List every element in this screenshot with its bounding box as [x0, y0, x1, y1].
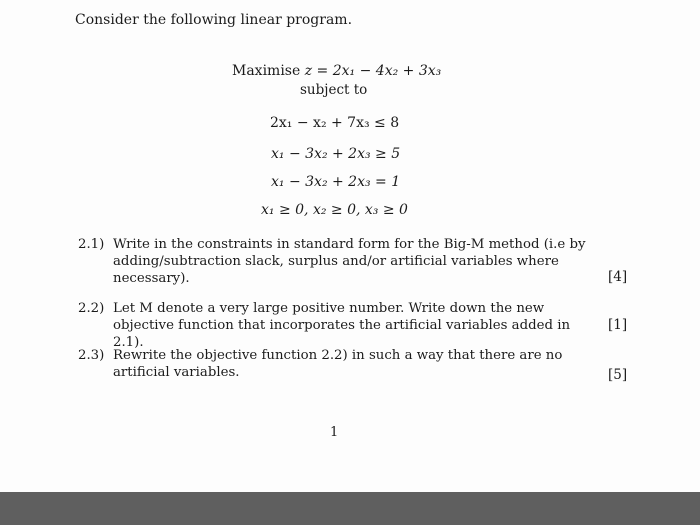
objective-function — [232, 63, 441, 79]
question-2-3 — [78, 347, 598, 383]
question-text: Let M denote a very large positive number. Write down the new objective function that incorporates the artificial variables added in 2.1). — [113, 301, 571, 350]
question-text: Write in the constraints in standard form for the Big-M method (i.e by adding/subtraction slack, surplus and/or artificial variables where necessary). — [113, 237, 586, 286]
question-text: Rewrite the objective function 2.2) in such a way that there are no artificial variables. — [113, 348, 563, 380]
subject-to-label: subject to — [300, 82, 368, 98]
question-2-1 — [78, 236, 598, 288]
question-number: 2.1) — [78, 237, 105, 252]
question-number: 2.2) — [78, 301, 105, 316]
intro-text: Consider the following linear program. — [75, 12, 353, 28]
nonnegativity-constraint: x₁ ≥ 0, x₂ ≥ 0, x₃ ≥ 0 — [261, 202, 408, 218]
objective-expression: z = 2x₁ − 4x₂ + 3x₃ — [304, 63, 442, 79]
question-marks: [4] — [608, 269, 628, 285]
constraint-3: x₁ − 3x₂ + 2x₃ = 1 — [271, 174, 401, 190]
constraint-1: 2x₁ − x₂ + 7x₃ ≤ 8 — [270, 115, 400, 131]
question-2-2 — [78, 300, 598, 350]
question-marks: [5] — [608, 367, 628, 383]
objective-label: Maximise — [232, 63, 301, 79]
constraint-2: x₁ − 3x₂ + 2x₃ ≥ 5 — [271, 146, 401, 162]
question-number: 2.3) — [78, 348, 105, 363]
page-number: 1 — [330, 425, 339, 440]
viewer-bottom-bar — [0, 492, 700, 525]
question-marks: [1] — [608, 317, 628, 333]
